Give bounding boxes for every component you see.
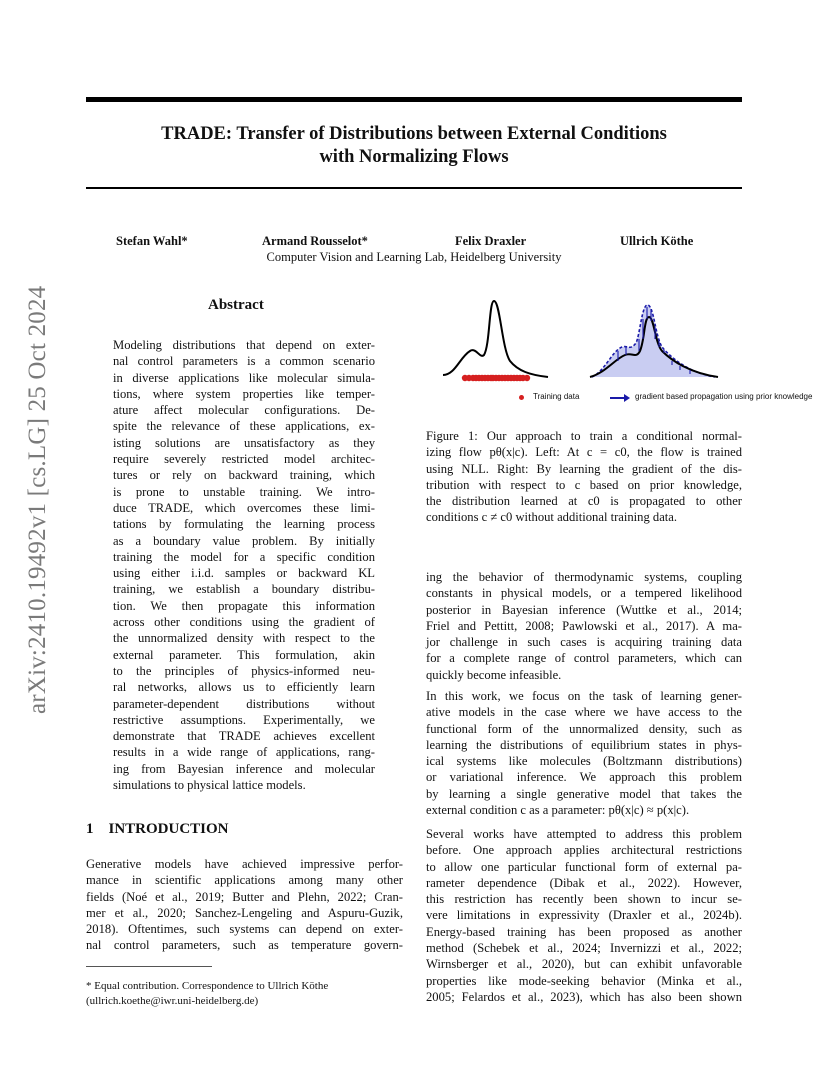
text-line: 2005; Felardos et al., 2023), which has also been shown	[426, 989, 742, 1004]
author-name: Armand Rousselot*	[262, 234, 368, 248]
text-line: functional form of the unnormalized density, such as	[426, 721, 742, 736]
text-line: require severely restricted model architec-	[113, 452, 375, 467]
author-name: Stefan Wahl*	[116, 234, 188, 248]
body-paragraph	[426, 826, 742, 1005]
text-line: (ullrich.koethe@iwr.uni-heidelberg.de)	[86, 994, 259, 1007]
training-data-point	[524, 375, 530, 381]
text-line: conditions c ≠ c0 without additional training data.	[426, 510, 678, 525]
gradient-legend-label: gradient based propagation using prior knowledge	[635, 392, 813, 401]
text-line: using NLL. Right: By learning the gradient of the dis-	[426, 461, 742, 476]
text-line: ing the behavior of thermodynamic systems, coupling	[426, 570, 742, 584]
text-line: tions, where system properties like temper-	[113, 386, 375, 401]
text-line: ical systems like molecules (Boltzmann distributions)	[426, 754, 742, 769]
training-legend-marker	[519, 395, 524, 400]
text-line: ing from Bayesian inference and molecular	[113, 761, 375, 776]
text-line: learning the distributions of equilibrium states in phys-	[426, 737, 742, 752]
text-line: to allow one particular functional form of external pa-	[426, 859, 742, 874]
text-line: results in a wide range of applications, rang-	[113, 745, 375, 760]
text-line: duce TRADE, which overcomes these limi-	[113, 500, 375, 515]
text-line: properties like mode-seeking behavior (Minka et al.,	[426, 973, 742, 988]
text-line: ative models in the case where we have access to the	[426, 705, 742, 720]
figure-legend	[506, 391, 813, 405]
section-title: INTRODUCTION	[108, 821, 229, 837]
text-line: external parameter. This formulation, akin	[113, 647, 375, 662]
text-line: In this work, we focus on the task of learning gener-	[426, 689, 742, 703]
text-line: training the model for a specific condition	[113, 549, 375, 564]
right-density-group	[590, 305, 718, 377]
text-line: Friel and Pettitt, 2008; Pawlowski et al., 2017). A ma-	[426, 618, 742, 633]
top-rule	[86, 97, 742, 102]
left-density-curve	[443, 301, 548, 377]
section-number: 1	[86, 821, 94, 837]
text-line: as a boundary value problem. By initially	[113, 533, 375, 548]
author-name: Ullrich Köthe	[620, 234, 694, 248]
text-line: demonstrate that TRADE achieves excellent	[113, 729, 375, 744]
text-line: training, we establish a boundary distribu-	[113, 582, 375, 597]
footnote	[86, 979, 403, 1008]
text-line: 2018). Oftentimes, such systems can depend on exter-	[86, 922, 403, 937]
text-line: restrictive assumptions. Experimentally, we	[113, 712, 375, 727]
text-line: simulations to physical lattice models.	[113, 778, 306, 793]
text-line: posterior in Bayesian inference (Wuttke et al., 2014;	[426, 602, 742, 617]
text-line: isting solutions are unsatisfactory as they	[113, 435, 375, 450]
text-line: quickly become infeasible.	[426, 667, 562, 682]
training-data-points	[462, 375, 530, 381]
abstract-heading: Abstract	[208, 297, 264, 313]
text-line: the distribution learned at c0 is propagated to other	[426, 494, 742, 509]
text-line: in diverse applications like molecular simula-	[113, 370, 375, 385]
text-line: mance in scientific applications among many other	[86, 873, 403, 888]
body-paragraph	[426, 569, 742, 683]
text-line: the unnormalized density with respect to the	[113, 631, 375, 646]
text-line: Generative models have achieved impressive perfor-	[86, 857, 403, 871]
text-line: * Equal contribution. Correspondence to Ullrich Köthe	[86, 980, 329, 992]
text-line: fields (Noé et al., 2019; Butter and Plehn, 2022; Cran-	[86, 889, 403, 904]
intro-paragraph	[86, 856, 403, 954]
text-line: method (Schebek et al., 2024; Invernizzi et al., 2022;	[426, 941, 742, 956]
text-line: rameter dependence (Dibak et al., 2022). However,	[426, 875, 742, 890]
text-line: nal control parameters, such as temperature govern-	[86, 938, 403, 953]
text-line: tribution with respect to c based on prior knowledge,	[426, 477, 742, 492]
body-paragraph	[426, 688, 742, 818]
text-line: tures or rely on backward training, which	[113, 468, 375, 483]
figure-caption	[426, 428, 742, 526]
text-line: ature affect molecular configurations. De-	[113, 403, 375, 418]
text-line: to the principles of physics-informed neu-	[113, 663, 375, 678]
text-line: jor challenge in such cases is acquiring training data	[426, 635, 742, 650]
text-line: ral networks, allows us to efficiently learn	[113, 680, 375, 695]
text-line: external condition c as a parameter: pθ(x|c) ≈ p(x|c).	[426, 803, 690, 818]
text-line: nal control parameters is a common scenario	[113, 354, 375, 369]
section-heading	[86, 821, 229, 838]
text-line: tations by formulating the learning process	[113, 517, 375, 532]
training-legend-label: Training data	[533, 392, 580, 401]
paper-title	[86, 123, 742, 169]
abstract-text	[113, 337, 375, 793]
text-line: Energy-based training has been proposed as another	[426, 924, 742, 939]
text-line: Several works have attempted to address this problem	[426, 827, 742, 841]
text-line: is prone to unstable training. We intro-	[113, 484, 375, 499]
title-line: with Normalizing Flows	[319, 147, 509, 167]
affiliation: Computer Vision and Learning Lab, Heidelberg University	[266, 250, 562, 264]
text-line: for a complete range of control parameters, which can	[426, 651, 742, 666]
text-line: this restriction has recently been shown to incur se-	[426, 892, 742, 907]
text-line: spite the relevance of these applications, ex-	[113, 419, 375, 434]
text-line: Wirnsberger et al., 2020), but can exhibit unfavorable	[426, 957, 742, 972]
footnote-rule	[86, 966, 212, 967]
text-line: Figure 1: Our approach to train a conditional normal-	[426, 429, 742, 443]
title-bottom-rule	[86, 187, 742, 189]
text-line: constants in physical models, or a tempered likelihood	[426, 586, 742, 601]
text-line: vere limitations in expressivity (Draxler et al., 2024b).	[426, 908, 742, 923]
text-line: or variational inference. We approach this problem	[426, 770, 742, 785]
text-line: tion. We then propagate this information	[113, 598, 375, 613]
text-line: before. One approach applies architectural restrictions	[426, 843, 742, 858]
text-line: using either i.i.d. samples or backward KL	[113, 566, 375, 581]
arrow-legend-head	[624, 394, 630, 402]
text-line: Modeling distributions that depend on exter-	[113, 338, 375, 352]
text-line: mer et al., 2020; Sanchez-Lengeling and Aspuru-Guzik,	[86, 905, 403, 920]
title-line: TRADE: Transfer of Distributions between External Conditions	[161, 124, 667, 144]
text-line: parameter-dependent distributions without	[113, 696, 375, 711]
text-line: izing flow pθ(x|c). Left: At c = c0, the flow is trained	[426, 445, 742, 460]
arxiv-identifier[interactable]: arXiv:2410.19492v1 [cs.LG] 25 Oct 2024	[24, 285, 51, 714]
text-line: by learning a single generative model that takes the	[426, 786, 742, 801]
author-name: Felix Draxler	[455, 234, 527, 248]
text-line: across other conditions using the gradient of	[113, 615, 375, 630]
